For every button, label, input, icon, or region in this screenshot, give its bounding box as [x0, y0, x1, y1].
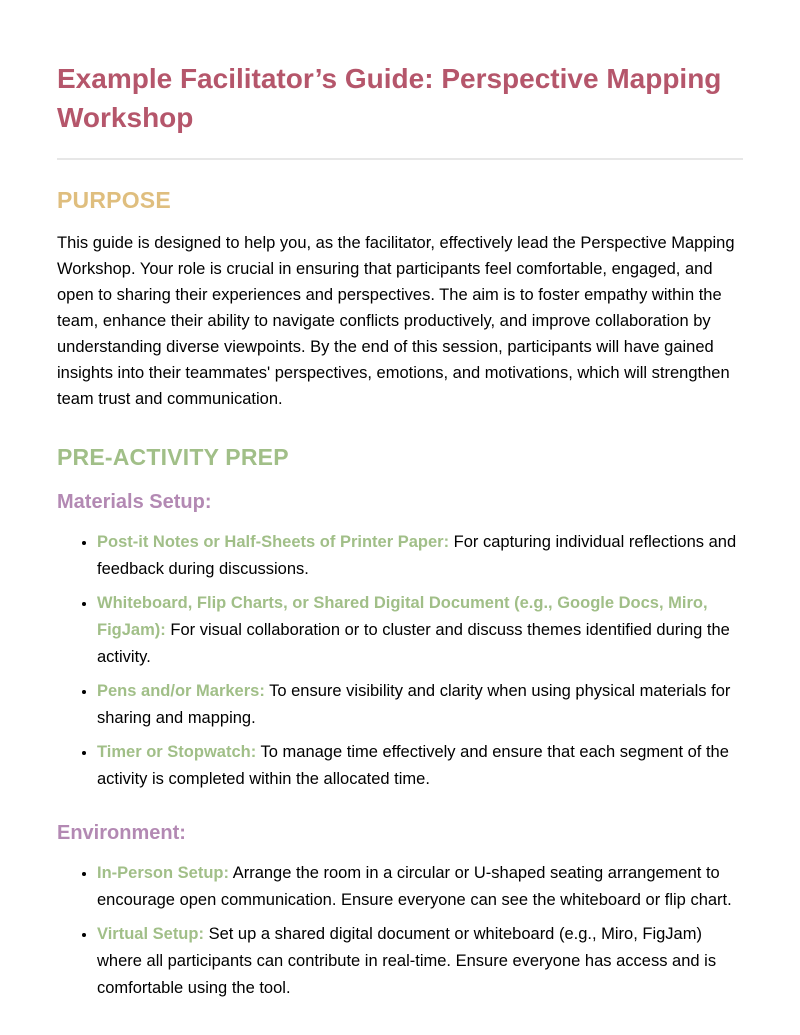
environment-list: [57, 860, 743, 1002]
section-heading-purpose: PURPOSE: [57, 187, 171, 214]
list-item-lead: Whiteboard, Flip Charts, or Shared Digital Document (e.g., Google Docs, Miro, FigJam):: [97, 594, 708, 640]
list-item-lead: In-Person Setup:: [97, 864, 230, 883]
list-item: [97, 739, 743, 793]
list-item: [97, 678, 743, 732]
subsection-heading-materials-setup: Materials Setup:: [57, 491, 212, 514]
list-item: [97, 590, 743, 671]
list-item-text: For capturing individual reflections and feedback during discussions.: [97, 533, 737, 579]
list-item: [97, 529, 743, 583]
section-heading-pre-activity-prep: PRE-ACTIVITY PREP: [57, 444, 289, 471]
list-item-text: To ensure visibility and clarity when using physical materials for sharing and mapping.: [97, 682, 731, 728]
list-item-lead: Post-it Notes or Half-Sheets of Printer Paper:: [97, 533, 450, 552]
list-item: [97, 860, 743, 914]
purpose-paragraph: This guide is designed to help you, as the facilitator, effectively lead the Perspective Mapping Workshop. Your role is crucial in ensuring that participants feel comfortable, engaged, and open to sharing their experiences and perspectives. The aim is to foster empathy within the team, enhance their ability to navigate conflicts productively, and improve collaboration by understanding diverse viewpoints. By the end of this session, participants will have gained insights into their teammates' perspectives, emotions, and motivations, which will strengthen team trust and communication.: [57, 234, 735, 409]
list-item-text: Set up a shared digital document or whiteboard (e.g., Miro, FigJam) where all participants can contribute in real-time. Ensure everyone has access and is comfortable using the tool.: [97, 925, 717, 998]
materials-setup-list: [57, 529, 743, 793]
list-item-lead: Pens and/or Markers:: [97, 682, 265, 701]
page-title: Example Facilitator’s Guide: Perspective Mapping Workshop: [57, 63, 722, 133]
list-item: [97, 921, 743, 1002]
list-item-text: For visual collaboration or to cluster and discuss themes identified during the activity.: [97, 621, 730, 667]
list-item-lead: Virtual Setup:: [97, 925, 204, 944]
divider: [57, 158, 743, 160]
subsection-heading-environment: Environment:: [57, 822, 186, 845]
list-item-lead: Timer or Stopwatch:: [97, 743, 257, 762]
list-item-text: Arrange the room in a circular or U-shaped seating arrangement to encourage open communication. Ensure everyone can see the whiteboard or flip chart.: [97, 864, 732, 910]
list-item-text: To manage time effectively and ensure that each segment of the activity is completed within the allocated time.: [97, 743, 729, 789]
